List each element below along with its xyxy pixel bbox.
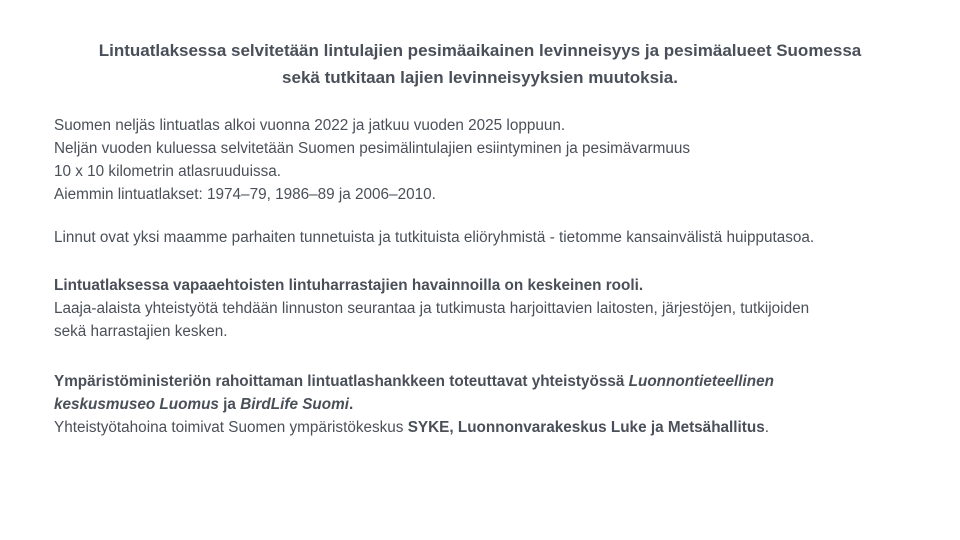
funding-line-1-bold: Ympäristöministeriön rahoittaman lintuatlashankkeen toteuttavat yhteistyössä: [54, 373, 629, 390]
funding-period: .: [348, 396, 354, 413]
funding-and: ja: [218, 396, 241, 413]
funding-paragraph: [54, 370, 934, 439]
volunteers-paragraph: [54, 274, 934, 343]
funding-partners-end: .: [764, 419, 769, 436]
intro-line-3: 10 x 10 kilometrin atlasruuduissa.: [54, 163, 282, 180]
intro-line-2: Neljän vuoden kuluessa selvitetään Suomen pesimälintulajien esiintyminen ja pesimävarmuus: [54, 140, 691, 157]
funding-partners-bold: SYKE, Luonnonvarakeskus Luke ja Metsähallitus: [407, 419, 765, 436]
title-line-1: Lintuatlaksessa selvitetään lintulajien pesimäaikainen levinneisyys ja pesimäalueet Suomessa: [98, 41, 862, 60]
volunteers-line-3: sekä harrastajien kesken.: [54, 323, 228, 340]
funding-luomus-part-1: Luonnontieteellinen: [628, 373, 774, 390]
volunteers-bold-line: Lintuatlaksessa vapaaehtoisten lintuharrastajien havainnoilla on keskeinen rooli.: [54, 277, 644, 294]
funding-line-1: [54, 370, 934, 393]
funding-luomus-part-2: keskusmuseo Luomus: [54, 396, 219, 413]
funding-line-2: [54, 393, 934, 416]
birds-paragraph: [54, 226, 934, 249]
birds-line-1: Linnut ovat yksi maamme parhaiten tunnetuista ja tutkituista eliöryhmistä - tietomme kansainvälistä huipputasoa.: [54, 229, 815, 246]
funding-line-3: [54, 416, 934, 439]
volunteers-line-2: Laaja-alaista yhteistyötä tehdään linnuston seurantaa ja tutkimusta harjoittavien laitosten, järjestöjen, tutkijoiden: [54, 300, 810, 317]
page-title: [40, 37, 920, 91]
intro-line-4: Aiemmin lintuatlakset: 1974–79, 1986–89 ja 2006–2010.: [54, 186, 436, 203]
funding-birdlife: BirdLife Suomi: [240, 396, 349, 413]
funding-partners-text: Yhteistyötahoina toimivat Suomen ympäristökeskus: [54, 419, 408, 436]
intro-paragraph: [54, 114, 934, 206]
intro-line-1: Suomen neljäs lintuatlas alkoi vuonna 2022 ja jatkuu vuoden 2025 loppuun.: [54, 117, 566, 134]
title-line-2: sekä tutkitaan lajien levinneisyyksien muutoksia.: [282, 68, 678, 87]
